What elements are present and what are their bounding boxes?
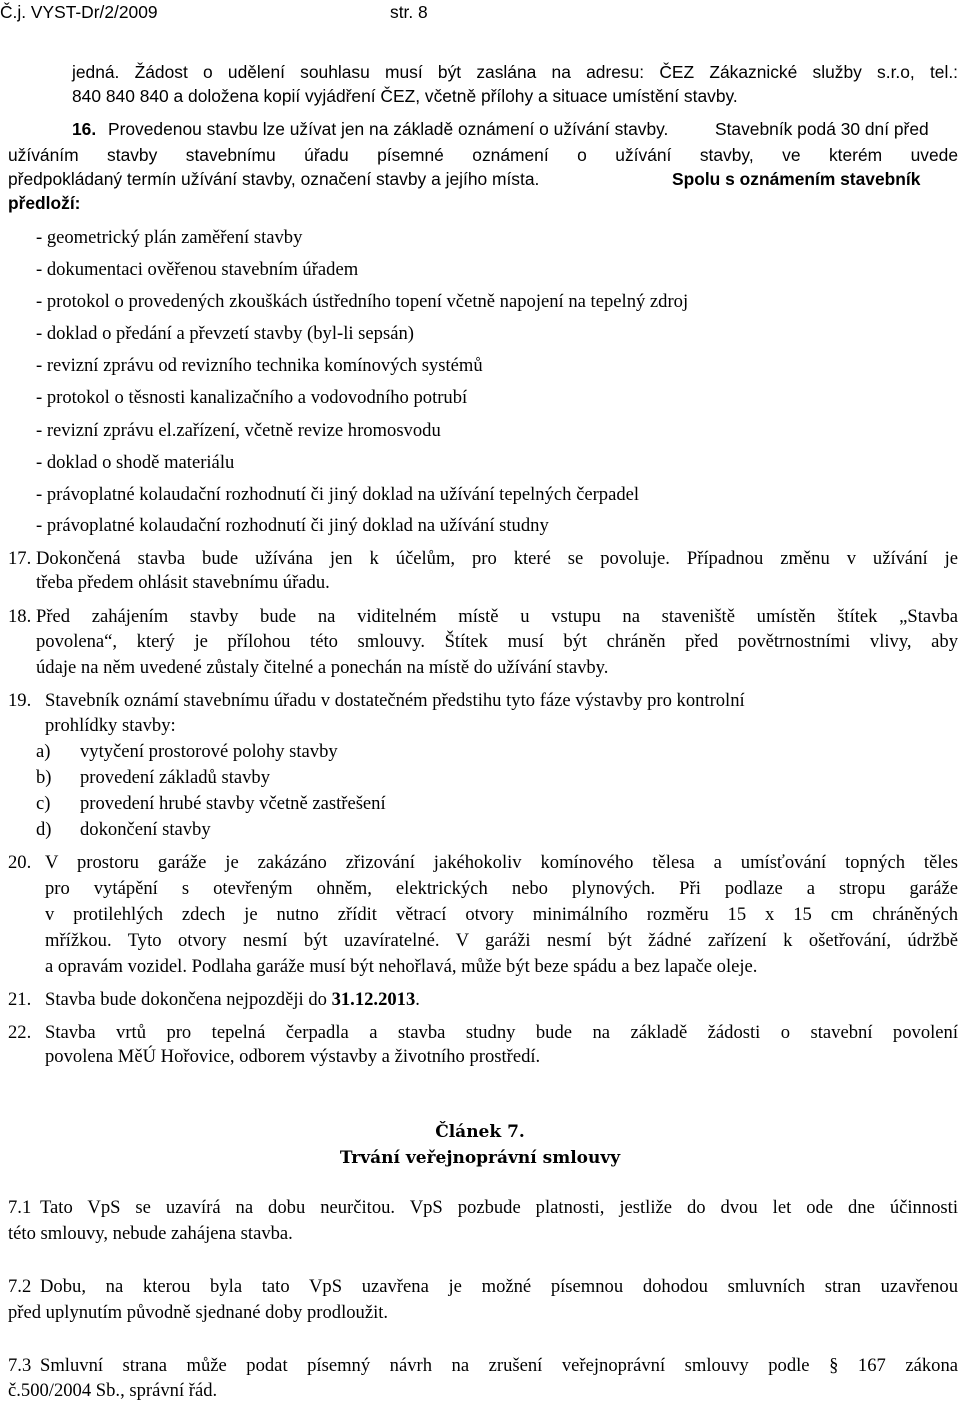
- clause-7-2-line-2: před uplynutím původně sjednané doby prodloužit.: [8, 1302, 389, 1323]
- paragraph-16-line-1a: Provedenou stavbu lze užívat jen na základě oznámení o užívání stavby.: [108, 119, 669, 139]
- list-item: - doklad o shodě materiálu: [36, 452, 235, 473]
- list-item: - právoplatné kolaudační rozhodnutí či jiný doklad na užívání studny: [36, 515, 549, 536]
- clause-7-3-line-2: č.500/2004 Sb., správní řád.: [8, 1380, 218, 1401]
- list-item: - právoplatné kolaudační rozhodnutí či jiný doklad na užívání tepelných čerpadel: [36, 484, 640, 505]
- clause-7-2-number: 7.2: [8, 1276, 32, 1297]
- paragraph-17-number: 17.: [8, 548, 32, 569]
- phase-marker-b: b): [36, 767, 52, 788]
- phase-marker-d: d): [36, 819, 52, 840]
- list-item: - doklad o předání a převzetí stavby (byl-li sepsán): [36, 323, 414, 344]
- paragraph-18-line-2: povolena“, který je přílohou této smlouvy. Štítek musí být chráněn před povětrnostními vlivy, aby: [36, 631, 958, 652]
- phase-item-a: vytyčení prostorové polohy stavby: [80, 741, 338, 762]
- list-item: - revizní zprávu od revizního technika komínových systémů: [36, 355, 483, 376]
- page-number: str. 8: [390, 2, 428, 22]
- paragraph-16-number: 16.: [72, 119, 97, 139]
- paragraph-22-line-2: povolena MěÚ Hořovice, odborem výstavby a životního prostředí.: [45, 1046, 541, 1067]
- phase-item-c: provedení hrubé stavby včetně zastřešení: [80, 793, 386, 814]
- paragraph-20-line-2: pro vytápění s otevřeným ohněm, elektrických nebo plynových. Při podlaze a stropu garáže: [45, 878, 958, 899]
- paragraph-19-line-1: Stavebník oznámí stavebnímu úřadu v dostatečném předstihu tyto fáze výstavby pro kontrolní: [45, 690, 745, 711]
- phase-marker-c: c): [36, 793, 51, 814]
- document-reference: Č.j. VYST-Dr/2/2009: [0, 2, 158, 22]
- paragraph-16-line-3b: Spolu s oznámením stavebník: [672, 169, 921, 189]
- paragraph-20-line-4: mřížkou. Tyto otvory nesmí být uzavíratelné. V garáži nesmí být žádné zařízení k ošetřování, údržbě: [45, 930, 958, 951]
- phase-item-b: provedení základů stavby: [80, 767, 271, 788]
- paragraph-17-line-1: Dokončená stavba bude užívána jen k účelům, pro které se povoluje. Případnou změnu v užívání je: [36, 548, 958, 569]
- completion-date: 31.12.2013: [331, 989, 416, 1010]
- phase-item-d: dokončení stavby: [80, 819, 211, 840]
- paragraph-19-line-2: prohlídky stavby:: [45, 715, 176, 736]
- list-item: - dokumentaci ověřenou stavebním úřadem: [36, 259, 359, 280]
- paragraph-17-line-2: třeba předem ohlásit stavebnímu úřadu.: [36, 572, 330, 593]
- paragraph-21-end: .: [415, 989, 420, 1010]
- intro-line-2: 840 840 840 a doložena kopií vyjádření ČEZ, včetně přílohy a situace umístění stavby.: [72, 86, 738, 106]
- list-item: - revizní zprávu el.zařízení, včetně revize hromosvodu: [36, 420, 441, 441]
- clause-7-2-line-1: Dobu, na kterou byla tato VpS uzavřena je možné písemnou dohodou smluvních stran uzavřenou: [40, 1276, 958, 1297]
- paragraph-18-line-3: údaje na něm uvedené zůstaly čitelné a ponechán na místě do užívání stavby.: [36, 657, 609, 678]
- paragraph-16-line-4: předloží:: [8, 193, 81, 213]
- paragraph-18-number: 18.: [8, 606, 32, 627]
- paragraph-21-lead: Stavba bude dokončena nejpozději do: [45, 989, 327, 1010]
- clause-7-3-number: 7.3: [8, 1355, 32, 1376]
- paragraph-21-number: 21.: [8, 989, 32, 1010]
- paragraph-16-line-3a: předpokládaný termín užívání stavby, označení stavby a jejího místa.: [8, 169, 540, 189]
- phase-marker-a: a): [36, 741, 51, 762]
- list-item: - geometrický plán zaměření stavby: [36, 227, 303, 248]
- paragraph-16-line-2: užíváním stavby stavebnímu úřadu písemné oznámení o užívání stavby, ve kterém uvede: [8, 145, 958, 165]
- paragraph-19-number: 19.: [8, 690, 32, 711]
- paragraph-20-line-3: v protilehlých zdech je nutno zřídit větrací otvory minimálního rozměru 15 x 15 cm chráněných: [45, 904, 958, 925]
- clause-7-1-number: 7.1: [8, 1197, 32, 1218]
- paragraph-20-line-1: V prostoru garáže je zakázáno zřizování jakéhokoliv komínového tělesa a umísťování topných těles: [45, 852, 958, 873]
- paragraph-16-line-1b: Stavebník podá 30 dní před: [715, 119, 929, 139]
- list-item: - protokol o těsnosti kanalizačního a vodovodního potrubí: [36, 387, 468, 408]
- clause-7-3-line-1: Smluvní strana může podat písemný návrh na zrušení veřejnoprávní smlouvy podle § 167 zákona: [40, 1355, 958, 1376]
- list-item: - protokol o provedených zkouškách ústředního topení včetně napojení na tepelný zdroj: [36, 291, 689, 312]
- paragraph-22-number: 22.: [8, 1022, 32, 1043]
- paragraph-21-text: [45, 989, 420, 1010]
- clause-7-1-line-2: této smlouvy, nebude zahájena stavba.: [8, 1223, 293, 1244]
- paragraph-20-number: 20.: [8, 852, 32, 873]
- paragraph-20-line-5: a opravám vozidel. Podlaha garáže musí být nehořlavá, může být beze spádu a bez lapače oleje.: [45, 956, 758, 977]
- intro-line-1: jedná. Žádost o udělení souhlasu musí být zaslána na adresu: ČEZ Zákaznické služby s.r.o, tel.:: [72, 62, 958, 82]
- article-subtitle: Trvání veřejnoprávní smlouvy: [339, 1148, 621, 1168]
- clause-7-1-line-1: Tato VpS se uzavírá na dobu neurčitou. VpS pozbude platnosti, jestliže do dvou let ode dne účinnosti: [40, 1197, 958, 1218]
- paragraph-18-line-1: Před zahájením stavby bude na viditelném místě u vstupu na staveniště umístěn štítek „Stavba: [36, 606, 958, 627]
- article-title: Článek 7.: [435, 1122, 525, 1142]
- paragraph-22-line-1: Stavba vrtů pro tepelná čerpadla a stavba studny bude na základě žádosti o stavební povolení: [45, 1022, 958, 1043]
